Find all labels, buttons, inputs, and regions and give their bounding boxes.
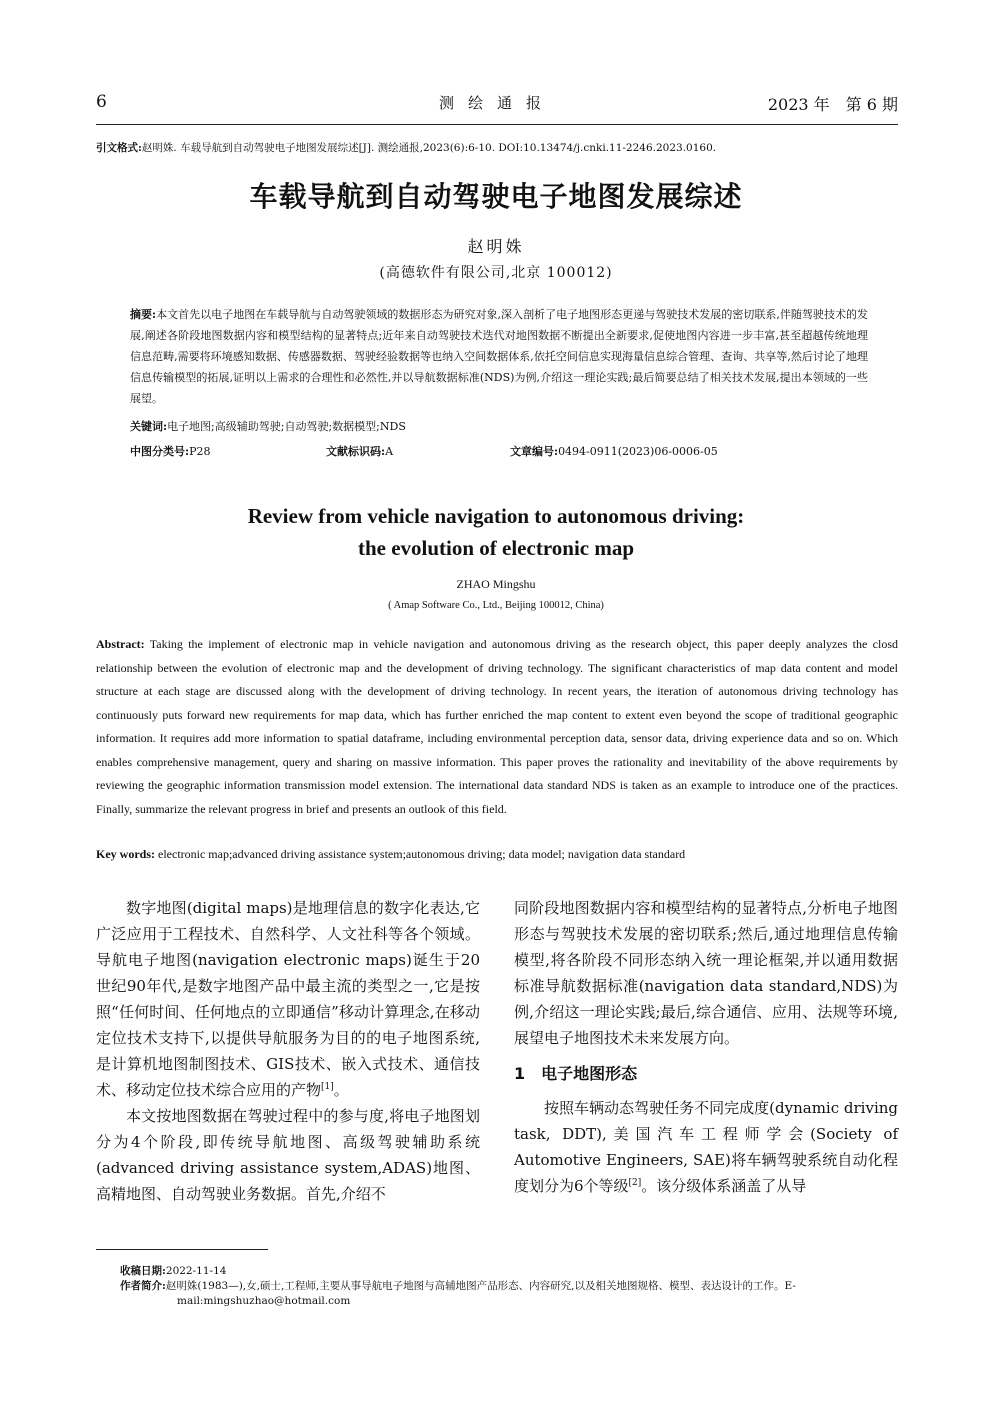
journal-name: 测绘通报 <box>438 94 555 112</box>
body-column-right <box>514 895 898 1199</box>
author-bio: 作者简介:赵明姝(1983—),女,硕士,工程师,主要从事导航电子地图与高辅地图产品形态、内容研究,以及相关地图规格、模型、表达设计的工作。E-mail:mingshuzhao@hotmail.com <box>120 1280 796 1307</box>
citation-text: 赵明姝. 车载导航到自动驾驶电子地图发展综述[J]. 测绘通报,2023(6):6-10. DOI:10.13474/j.cnki.11-2246.2023.0160. <box>141 142 717 154</box>
article-number: 文章编号:0494-0911(2023)06-0006-05 <box>510 445 718 458</box>
keywords-cn-label: 关键词: <box>130 420 168 433</box>
author-english: ZHAO Mingshu <box>456 577 536 591</box>
keywords-cn-text: 电子地图;高级辅助驾驶;自动驾驶;数据模型;NDS <box>167 420 406 433</box>
clc-number: 中图分类号:P28 <box>130 445 211 458</box>
keywords-chinese <box>130 418 868 434</box>
citation-format <box>96 140 898 155</box>
keywords-en-label: Key words: <box>96 847 155 861</box>
page-number: 6 <box>96 92 107 112</box>
abstract-en-label: Abstract: <box>96 637 145 651</box>
title-english <box>0 500 992 564</box>
footnote-rule <box>96 1249 268 1250</box>
document-code: 文献标识码:A <box>326 445 394 458</box>
title-chinese: 车载导航到自动驾驶电子地图发展综述 <box>249 180 743 213</box>
abstract-en-text: Taking the implement of electronic map in vehicle navigation and autonomous driving as the research object, this paper deeply analyzes the closd relationship between the evolution of electronic map and the development of driving technology. The significant characteristics of map data content and model structure at each stage are discussed along with the development of driving technology. In recent years, the iteration of autonomous driving technology has continuously puts forward new requirements for map data, which has further enriched the map content to extent even beyond the scope of traditional geographic information. It requires add more information to spatial dataframe, including environmental perception data, sensor data, driving experience data and so on. Which enables comprehensive management, query and sharing on massive information. This paper proves the rationality and inevitability of the above requirements by reviewing the geographic information transmission model extension. The international data standard NDS is taken as an example to introduce one of the practices. Finally, summarize the relevant progress in brief and presents an outlook of this field. <box>96 637 898 816</box>
affiliation-chinese: (高德软件有限公司,北京 100012) <box>379 265 613 281</box>
issue-label: 2023 年 第 6 期 <box>767 95 898 114</box>
abstract-cn-text: 本文首先以电子地图在车载导航与自动驾驶领域的数据形态为研究对象,深入剖析了电子地图形态更递与驾驶技术发展的密切联系,伴随驾驶技术的发展,阐述各阶段地图数据内容和模型结构的显著特点;近年来自动驾驶技术迭代对地图数据不断提出全新要求,促使地图内容进一步丰富,甚至超越传统地理信息范畴,需要将环境感知数据、传感器数据、驾驶经验数据等也纳入空间数据体系,依托空间信息实现海量信息综合管理、查询、共享等,然后讨论了地理信息传输模型的拓展,证明以上需求的合理性和必然性,并以导航数据标准(NDS)为例,介绍这一理论实践;最后简要总结了相关技术发展,提出本领域的一些展望。 <box>130 308 868 405</box>
author-chinese: 赵明姝 <box>467 237 525 256</box>
abstract-english <box>96 633 898 821</box>
abstract-cn-label: 摘要: <box>130 308 157 321</box>
keywords-en-text: electronic map;advanced driving assistance system;autonomous driving; data model; navigation data standard <box>155 847 686 861</box>
running-header <box>96 92 898 118</box>
reference-mark: [2] <box>628 1178 642 1188</box>
reference-mark: [1] <box>321 1082 334 1092</box>
footnote <box>120 1264 898 1309</box>
affiliation-english: ( Amap Software Co., Ltd., Beijing 100012, China) <box>388 600 604 611</box>
received-date: 收稿日期:2022-11-14 <box>120 1265 227 1277</box>
section-heading: 1 电子地图形态 <box>514 1064 638 1083</box>
citation-label: 引文格式: <box>96 142 142 154</box>
body-paragraph: 按照车辆动态驾驶任务不同完成度(dynamic driving task, DDT),美国汽车工程师学会(Society of Automotive Engineers, SAE)将车辆驾驶系统自动化程度划分为6个等级[2]。该分级体系涵盖了从导 <box>514 1099 898 1195</box>
body-paragraph: 数字地图(digital maps)是地理信息的数字化表达,它广泛应用于工程技术、自然科学、人文社科等各个领域。导航电子地图(navigation electronic maps)诞生于20世纪90年代,是数字地图产品中最主流的类型之一,它是按照“任何时间、任何地点的立即通信”移动计算理念,在移动定位技术支持下,以提供导航服务为目的的电子地图系统,是计算机地图制图技术、GIS技术、嵌入式技术、通信技术、移动定位技术综合应用的产物[1]。 <box>96 899 480 1099</box>
classification-row <box>130 443 868 461</box>
body-paragraph: 本文按地图数据在驾驶过程中的参与度,将电子地图划分为4个阶段,即传统导航地图、高级驾驶辅助系统(advanced driving assistance system,ADAS)地图、高精地图、自动驾驶业务数据。首先,介绍不 <box>96 1107 480 1203</box>
title-english-line1: Review from vehicle navigation to autonomous driving: <box>247 504 745 528</box>
header-rule <box>96 124 898 125</box>
keywords-english <box>96 847 898 862</box>
body-paragraph: 同阶段地图数据内容和模型结构的显著特点,分析电子地图形态与驾驶技术发展的密切联系;然后,通过地理信息传输模型,将各阶段不同形态纳入统一理论框架,并以通用数据标准导航数据标准(navigation data standard,NDS)为例,介绍这一理论实践;最后,综合通信、应用、法规等环境,展望电子地图技术未来发展方向。 <box>514 899 898 1047</box>
body-column-left <box>96 895 480 1207</box>
title-english-line2: the evolution of electronic map <box>357 536 635 560</box>
abstract-chinese <box>130 304 868 409</box>
